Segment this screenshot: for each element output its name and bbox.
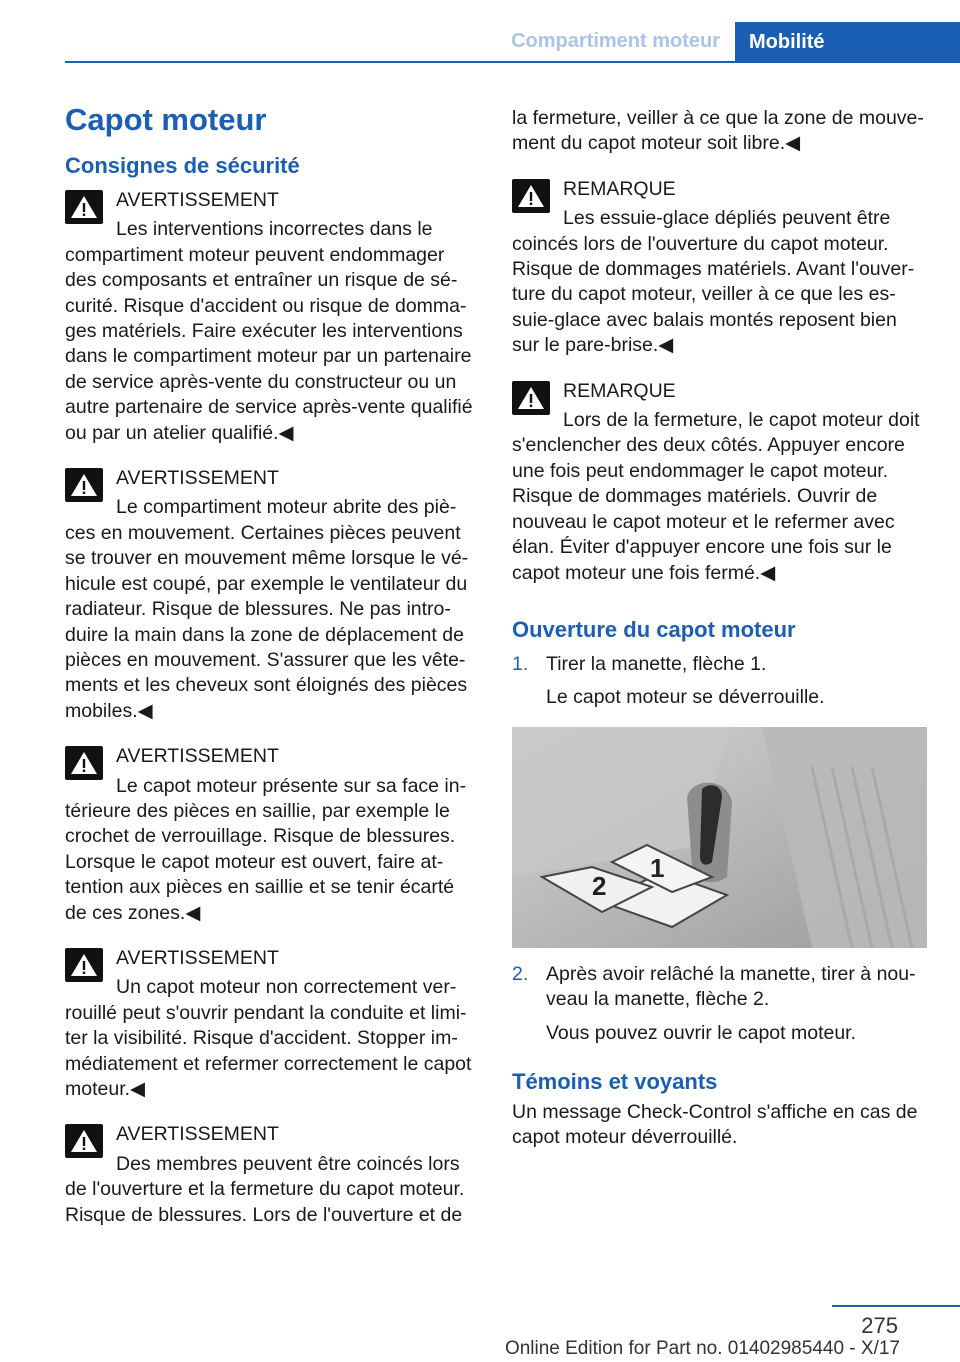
footer-divider bbox=[832, 1305, 960, 1307]
warning-text: rouillé peut s'ouvrir pendant la conduite et limi‐ter la visibilité. Risque d'accident. Stopper im‐médiatement et refermer correctement le capot moteur.◀ bbox=[65, 1001, 472, 1100]
warning-triangle-icon bbox=[512, 381, 550, 415]
warning-label: AVERTISSEMENT bbox=[116, 189, 279, 211]
warning-text: térieure des pièces en saillie, par exemple le crochet de verrouillage. Risque de blessures. Lorsque le capot moteur est ouvert, faire at‐tention aux pièces en saillie et se tenir écarté de ces zones.◀ bbox=[65, 799, 456, 924]
warning-text: ces en mouvement. Certaines pièces peuvent se trouver en mouvement même lorsque le vé‐hicule est coupé, par exemple le ventilateur du radiateur. Risque de blessures. Ne pas intro‐duire la main dans la zone de déplacement de pièces en mouvement. S'assurer que les vête‐ments et les cheveux sont éloignés des pièces mobiles.◀ bbox=[65, 521, 469, 722]
step-text: Tirer la manette, flèche 1. bbox=[546, 652, 767, 675]
warning-block bbox=[65, 466, 480, 724]
header-divider bbox=[65, 61, 960, 63]
indicators-text: Un message Check-Control s'affiche en cas de capot moteur déverrouillé. bbox=[512, 1100, 918, 1149]
hood-release-lever-photo bbox=[512, 727, 927, 948]
right-column bbox=[512, 106, 927, 1151]
warning-block bbox=[65, 946, 480, 1102]
warning-label: AVERTISSEMENT bbox=[116, 467, 279, 490]
note-block bbox=[512, 177, 927, 359]
safety-heading: Consignes de sécurité bbox=[65, 153, 300, 178]
warning-text: compartiment moteur peuvent endommager des composants et entraîner un risque de sé‐curité. Risque d'accident ou risque de domma‐ges matériels. Faire exécuter les interventions dans le compartiment moteur par un partenaire de service après-vente du constructeur ou un autre partenaire de service après-vente qualifié ou par un atelier qualifié.◀ bbox=[65, 243, 473, 444]
warning-text-first: Les interventions incorrectes dans le bbox=[116, 218, 433, 241]
warning-continuation: la fermeture, veiller à ce que la zone de mouve‐ment du capot moteur soit libre.◀ bbox=[512, 107, 924, 155]
warning-text-first: Le compartiment moteur abrite des piè‐ bbox=[116, 496, 457, 519]
arrow-label-2: 2 bbox=[592, 870, 607, 901]
warning-block bbox=[65, 1122, 480, 1228]
step-number: 1. bbox=[512, 652, 529, 675]
step-item bbox=[512, 962, 927, 1046]
hood-release-illustration bbox=[512, 727, 927, 948]
step-text: Après avoir relâché la manette, tirer à nou‐veau la manette, flèche 2. bbox=[546, 962, 916, 1011]
warning-text: de l'ouverture et la fermeture du capot moteur. Risque de blessures. Lors de l'ouverture et de bbox=[65, 1178, 465, 1226]
warning-block bbox=[65, 188, 480, 446]
warning-triangle-icon bbox=[65, 948, 103, 982]
warning-text-first: Un capot moteur non correctement ver‐ bbox=[116, 976, 457, 999]
step-number: 2. bbox=[512, 962, 529, 985]
warning-block bbox=[65, 744, 480, 926]
warning-label: AVERTISSEMENT bbox=[116, 745, 279, 768]
step-result: Le capot moteur se déverrouille. bbox=[546, 686, 825, 709]
warning-triangle-icon bbox=[512, 179, 550, 213]
note-text-first: Lors de la fermeture, le capot moteur doit bbox=[563, 409, 920, 432]
warning-triangle-icon bbox=[65, 190, 103, 224]
warning-label: AVERTISSEMENT bbox=[116, 1123, 279, 1146]
page-number: 275 bbox=[861, 1313, 898, 1338]
footer-edition: Online Edition for Part no. 01402985440 - X/17 bbox=[504, 1338, 900, 1359]
left-column bbox=[65, 100, 480, 1248]
step-item bbox=[512, 652, 927, 711]
header-chapter-tab: Mobilité bbox=[735, 22, 960, 62]
note-text: s'enclencher des deux côtés. Appuyer encore une fois peut endommager le capot moteur. Risque de dommages matériels. Ouvrir de nouveau le capot moteur et le refermer avec élan. Éviter d'appuyer encore une fois sur le capot moteur une fois fermé.◀ bbox=[512, 434, 905, 584]
page-header bbox=[0, 0, 960, 62]
note-text-first: Les essuie-glace dépliés peuvent être bbox=[563, 207, 891, 230]
page-title: Capot moteur bbox=[65, 102, 267, 137]
warning-triangle-icon bbox=[65, 746, 103, 780]
note-text: coincés lors de l'ouverture du capot moteur. Risque de dommages matériels. Avant l'ouver‐ture du capot moteur, veiller à ce que les es‐suie-glace avec balais montés reposent bien sur le pare-brise.◀ bbox=[512, 232, 915, 357]
warning-text-first: Des membres peuvent être coincés lors bbox=[116, 1152, 460, 1175]
step-result: Vous pouvez ouvrir le capot moteur. bbox=[546, 1021, 857, 1044]
opening-heading: Ouverture du capot moteur bbox=[512, 616, 796, 642]
indicators-heading: Témoins et voyants bbox=[512, 1068, 718, 1094]
note-label: REMARQUE bbox=[563, 177, 676, 200]
note-label: REMARQUE bbox=[563, 379, 676, 402]
warning-triangle-icon bbox=[65, 1124, 103, 1158]
warning-triangle-icon bbox=[65, 468, 103, 502]
header-section-title: Compartiment moteur bbox=[511, 30, 720, 52]
arrow-label-1: 1 bbox=[650, 852, 665, 883]
warning-text-first: Le capot moteur présente sur sa face in‐ bbox=[116, 774, 467, 797]
warning-label: AVERTISSEMENT bbox=[116, 946, 279, 969]
note-block bbox=[512, 379, 927, 586]
